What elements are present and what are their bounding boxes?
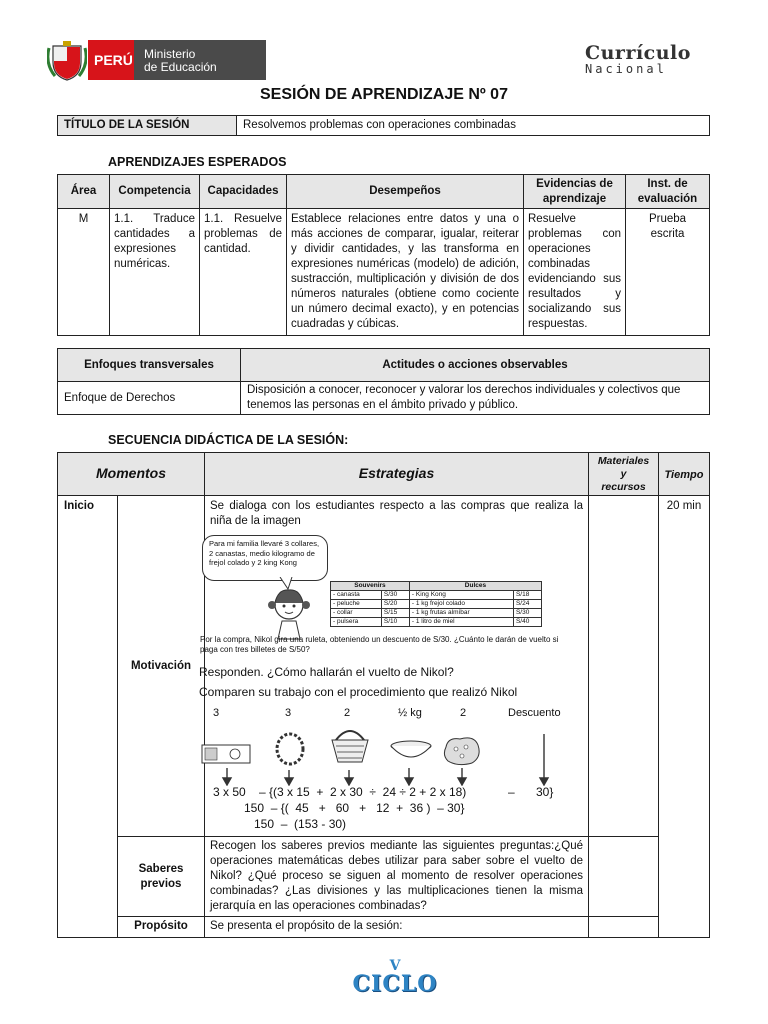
ciclo-v: V: [389, 958, 401, 974]
ministry-line1: Ministerio: [144, 47, 196, 61]
responden-text: Responden. ¿Cómo hallarán el vuelto de Nikol?: [199, 665, 454, 679]
cell-proposito: Propósito: [118, 917, 205, 938]
session-title-label: TÍTULO DE LA SESIÓN: [58, 116, 237, 136]
price-item: - collar: [331, 609, 382, 618]
qty-frutas: 2: [460, 707, 467, 719]
header-enfoques: Enfoques transversales: [58, 349, 241, 382]
equation-line1-end: 30}: [536, 785, 554, 799]
dulces-title: Dulces: [409, 582, 541, 591]
ciclo-logo: [340, 960, 450, 1000]
cell-capacidades: 1.1. Resuelve problemas de cantidad.: [200, 209, 287, 336]
curriculo-logo: [585, 42, 695, 82]
header-tiempo-label: Tiempo: [664, 469, 704, 481]
equation-line1-minus: –: [508, 785, 515, 799]
country-label: PERÚ: [94, 52, 133, 68]
price-value: S/24: [513, 600, 541, 609]
cell-inicio: Inicio: [58, 496, 118, 938]
cell-actitud: Disposición a conocer, reconocer y valorar los derechos individuales y colectivos que tenemos las personas en el ámbito privado y público.: [241, 382, 710, 415]
price-item: - 1 kg frutas almíbar: [409, 609, 513, 618]
cell-desempenos: Establece relaciones entre datos y una o más acciones de comparar, igualar, reiterar y dividir cantidades, y las transforma en expresiones numéricas (modelo) de adición, sustracción, multiplicación y división de dos números naturales (obtiene como cociente un número decimal exacto), y en potencias cuadradas y cúbicas.: [287, 209, 524, 336]
curriculo-line2: Nacional: [585, 62, 667, 76]
session-title-value: Resolvemos problemas con operaciones combinadas: [237, 116, 710, 136]
price-item: - 1 litro de miel: [409, 618, 513, 627]
peru-logo-box: [88, 40, 134, 80]
cell-competencia: 1.1. Traduce cantidades a expresiones numéricas.: [110, 209, 200, 336]
cell-saberes: Saberes previos: [118, 837, 205, 917]
cell-instrumento: Prueba escrita: [626, 209, 710, 336]
cell-proposito-text: Se presenta el propósito de la sesión:: [205, 917, 589, 938]
secuencia-heading: SECUENCIA DIDÁCTICA DE LA SESIÓN:: [108, 433, 349, 447]
page-title: SESIÓN DE APRENDIZAJE Nº 07: [260, 86, 508, 103]
header-estrategias-label: Estrategias: [358, 465, 435, 481]
cell-materiales-proposito: [589, 917, 659, 938]
cell-materiales-saberes: [589, 837, 659, 917]
price-item: - 1 kg frejol colado: [409, 600, 513, 609]
session-title-table: [57, 115, 710, 136]
header-estrategias: [205, 453, 589, 496]
equation-line1-left: 3 x 50: [213, 785, 246, 799]
header-capacidades: Capacidades: [200, 175, 287, 209]
price-item: - pulsera: [331, 618, 382, 627]
qty-kingkong: 2: [344, 707, 351, 719]
cell-enfoque: Enfoque de Derechos: [58, 382, 241, 415]
equation-line1-mid: – {(3 x 15 + 2 x 30 ÷ 24 ÷ 2 + 2 x 18): [259, 785, 467, 799]
qty-collar: 3: [213, 707, 220, 719]
cell-tiempo-inicio: 20 min: [659, 496, 710, 938]
price-value: S/15: [381, 609, 409, 618]
header-materiales-label: Materiales y recursos: [597, 454, 650, 493]
arrows: [200, 730, 560, 786]
header-competencia: Competencia: [110, 175, 200, 209]
qty-frejol: ½ kg: [398, 707, 422, 719]
problem-illustration: [198, 531, 572, 661]
price-value: S/30: [513, 609, 541, 618]
header-area: Área: [58, 175, 110, 209]
header-tiempo: [659, 453, 710, 496]
header-momentos: [58, 453, 205, 496]
cell-saberes-text: Recogen los saberes previos mediante las siguientes preguntas:¿Qué operaciones matemáticas debes utilizar para saber sobre el vuelto de Nikol? ¿Qué proceso se siguen al momento de resolver operaciones combinadas? ¿Las divisiones y las multiplicaciones tienen la misma jerarquía en las operaciones combinadas?: [205, 837, 589, 917]
price-table: [330, 581, 542, 627]
expected-heading: APRENDIZAJES ESPERADOS: [108, 155, 287, 169]
curriculo-line1: Currículo: [585, 42, 691, 64]
qty-canasta: 3: [285, 707, 292, 719]
header-evidencias: Evidencias de aprendizaje: [524, 175, 626, 209]
header-momentos-label: Momentos: [96, 465, 166, 481]
price-value: S/20: [381, 600, 409, 609]
header-materiales: [589, 453, 659, 496]
cell-area: M: [58, 209, 110, 336]
price-value: S/10: [381, 618, 409, 627]
ministry-line2: de Educación: [144, 60, 217, 74]
price-item: - King Kong: [409, 591, 513, 600]
speech-bubble: [202, 535, 328, 581]
ciclo-text: CICLO: [352, 971, 438, 997]
peru-emblem: [47, 40, 87, 82]
souvenirs-title: Souvenirs: [331, 582, 410, 591]
dialogo-text: Se dialoga con los estudiantes respecto a las compras que realiza la niña de la imagen: [210, 500, 583, 527]
qty-descuento: Descuento: [508, 707, 561, 719]
price-value: S/40: [513, 618, 541, 627]
price-value: S/18: [513, 591, 541, 600]
price-item: - peluche: [331, 600, 382, 609]
cell-motivacion: Motivación: [118, 496, 205, 837]
comparen-text: Comparen su trabajo con el procedimiento que realizó Nikol: [199, 685, 518, 699]
ministry-logo-box: [134, 40, 266, 80]
cell-evidencias: Resuelve problemas con operaciones combinadas evidenciando sus resultados y socializando sus respuestas.: [524, 209, 626, 336]
equation-line3: 150 – (153 - 30): [254, 817, 347, 831]
cell-materiales-motivacion: [589, 496, 659, 837]
header-actitudes: Actitudes o acciones observables: [241, 349, 710, 382]
problem-text: Por la compra, Nikol gira una ruleta, obteniendo un descuento de S/30. ¿Cuánto le darán de vuelto si paga con tres billetes de S/50?: [200, 635, 559, 654]
girl-icon: [266, 585, 312, 641]
expected-table: [57, 174, 710, 336]
price-item: - canasta: [331, 591, 382, 600]
equation-line2: 150 – {( 45 + 60 + 12 + 36 ) – 30}: [244, 801, 465, 815]
enfoques-table: [57, 348, 710, 415]
speech-bubble-text: Para mi familia llevaré 3 collares, 2 canastas, medio kilogramo de frejol colado y 2 king Kong: [209, 539, 320, 567]
header-instrumento: Inst. de evaluación: [626, 175, 710, 209]
header-desempenos: Desempeños: [287, 175, 524, 209]
price-value: S/30: [381, 591, 409, 600]
